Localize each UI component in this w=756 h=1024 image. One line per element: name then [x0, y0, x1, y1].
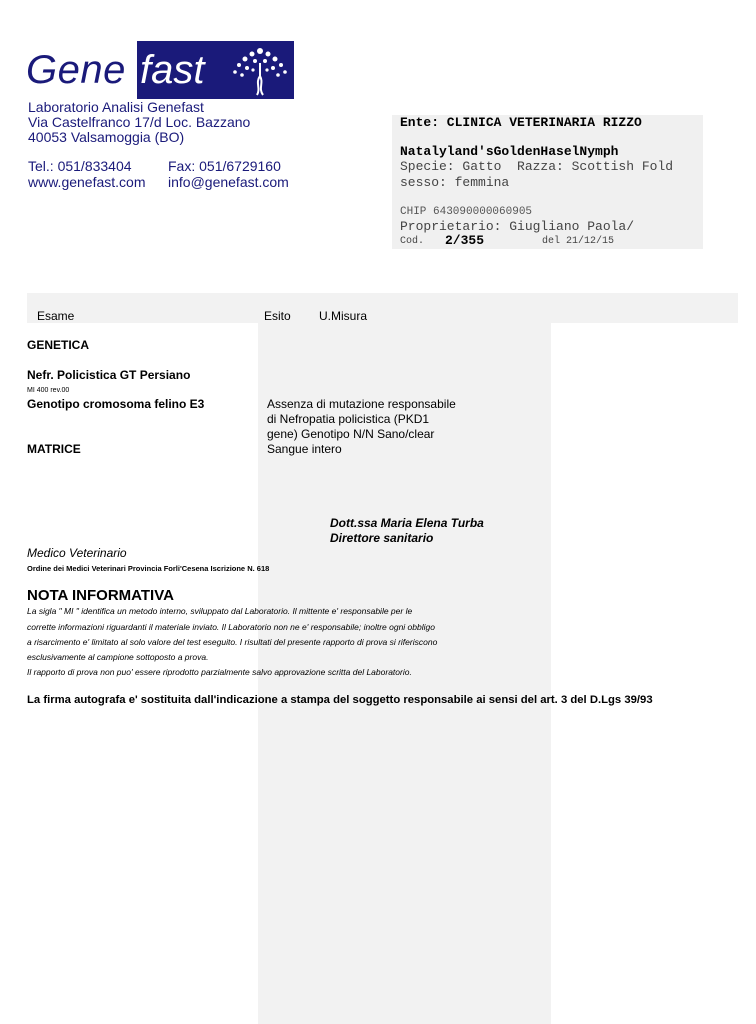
sesso: sesso: femmina — [400, 175, 510, 190]
section-genetica: GENETICA — [27, 338, 90, 352]
website: www.genefast.com — [28, 174, 146, 190]
animal-name: Natalyland'sGoldenHaselNymph — [400, 144, 619, 159]
lab-name: Laboratorio Analisi Genefast — [28, 99, 204, 115]
logo-text-gene: Gene — [26, 48, 126, 92]
nota-line2: corrette informazioni riguardanti il materiale inviato. Il Laboratorio non ne e' responsabile; inoltre ogni obbligo — [27, 622, 435, 632]
specie-razza: Specie: Gatto Razza: Scottish Fold — [400, 159, 674, 174]
column-header-esito: Esito — [264, 309, 291, 323]
result-line1: Assenza di mutazione responsabile — [267, 397, 456, 411]
nota-line5: Il rapporto di prova non puo' essere riprodotto parzialmente salvo approvazione scritta del Laboratorio. — [27, 667, 412, 677]
signatory-title: Direttore sanitario — [330, 531, 434, 545]
email: info@genefast.com — [168, 174, 289, 190]
result-line3: gene) Genotipo N/N Sano/clear — [267, 427, 435, 441]
fax: Fax: 051/6729160 — [168, 158, 281, 174]
column-header-umisura: U.Misura — [319, 309, 368, 323]
matrice-label: MATRICE — [27, 442, 81, 456]
column-header-esame: Esame — [37, 309, 75, 323]
method-code: MI 400 rev.00 — [27, 387, 70, 394]
nota-line3: a risarcimento e' limitato al solo valore del test eseguito. I risultati del presente rapporto di prova si riferiscono — [27, 637, 438, 647]
nota-line1: La sigla " MI " identifica un metodo interno, sviluppato dal Laboratorio. Il mittente e' responsabile per le — [27, 606, 413, 616]
telephone: Tel.: 051/833404 — [28, 158, 132, 174]
result-line2: di Nefropatia policistica (PKD1 — [267, 412, 430, 426]
autograph-disclaimer: La firma autografa e' sostituita dall'indicazione a stampa del soggetto responsabile ai sensi del art. 3 del D.Lgs 39/93 — [27, 694, 653, 706]
genotype-label: Genotipo cromosoma felino E3 — [27, 397, 205, 411]
ente: Ente: CLINICA VETERINARIA RIZZO — [400, 115, 642, 130]
chip-number: CHIP 643090000060905 — [400, 206, 533, 218]
table-header-background — [27, 293, 738, 323]
address-line2: 40053 Valsamoggia (BO) — [28, 129, 185, 145]
address-line1: Via Castelfranco 17/d Loc. Bazzano — [28, 114, 251, 130]
tree-icon — [227, 43, 293, 97]
nota-heading: NOTA INFORMATIVA — [27, 587, 174, 604]
signatory-name: Dott.ssa Maria Elena Turba — [330, 516, 484, 530]
signatory-role: Medico Veterinario — [27, 546, 127, 560]
cod-value: 2/355 — [445, 233, 485, 248]
registration-number: Ordine dei Medici Veterinari Provincia Forli'Cesena Iscrizione N. 618 — [27, 564, 270, 573]
proprietario: Proprietario: Giugliano Paola/ — [400, 219, 635, 234]
cod-label: Cod. — [400, 236, 425, 247]
matrice-value: Sangue intero — [267, 442, 342, 456]
logo-text-fast: fast — [140, 48, 205, 92]
test-name: Nefr. Policistica GT Persiano — [27, 368, 191, 382]
nota-line4: esclusivamente al campione sottoposto a prova. — [27, 652, 209, 662]
report-date: del 21/12/15 — [542, 236, 615, 247]
